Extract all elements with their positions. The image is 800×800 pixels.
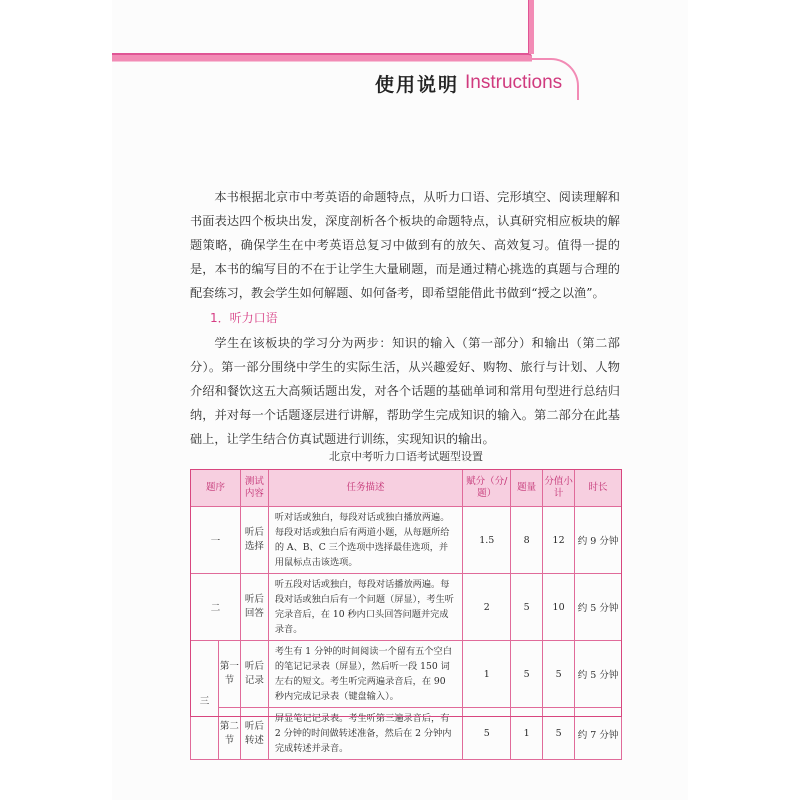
table-row bbox=[191, 507, 622, 574]
header-seq: 题序 bbox=[191, 470, 241, 507]
row-time: 约 5 分钟 bbox=[575, 574, 622, 641]
row-subtotal: 5 bbox=[543, 708, 575, 760]
row-task: 听五段对话或独白，每段对话播放两遍。每段对话或独白后有一个问题（屏显），考生听完录音后，在 10 秒内口头回答问题并完成录音。 bbox=[268, 574, 462, 641]
row-score: 1 bbox=[463, 641, 511, 708]
row-score: 1.5 bbox=[463, 507, 511, 574]
row-content: 听后选择 bbox=[240, 507, 268, 574]
page-title-english: Instructions bbox=[465, 72, 563, 93]
row-count: 8 bbox=[511, 507, 543, 574]
row-seq: 一 bbox=[191, 507, 241, 574]
section-paragraph: 学生在该板块的学习分为两步：知识的输入（第一部分）和输出（第二部分）。第一部分围绕中学生的实际生活，从兴趣爱好、购物、旅行与计划、人物介绍和餐饮这五大高频话题出发，对各个话题的基础单词和常用句型进行总结归纳，并对每一个话题逐层进行讲解，帮助学生完成知识的输入。第二部分在此基础上，让学生结合仿真试题进行训练，实现知识的输出。 bbox=[190, 336, 620, 446]
row-part: 第一节 bbox=[218, 641, 240, 708]
exam-table bbox=[190, 469, 622, 760]
row-seq: 三 bbox=[191, 641, 219, 760]
table-caption: 北京中考听力口语考试题型设置 bbox=[329, 450, 483, 463]
header-content: 测试内容 bbox=[240, 470, 268, 507]
table-header-row bbox=[191, 470, 622, 507]
header-score: 赋分（分/题） bbox=[463, 470, 511, 507]
header-subtotal: 分值小计 bbox=[543, 470, 575, 507]
section-heading: 1．听力口语 bbox=[210, 311, 278, 325]
table-row bbox=[191, 574, 622, 641]
table-row bbox=[191, 708, 622, 760]
row-time: 约 9 分钟 bbox=[575, 507, 622, 574]
row-part: 第二节 bbox=[218, 708, 240, 760]
row-score: 2 bbox=[463, 574, 511, 641]
row-content: 听后回答 bbox=[240, 574, 268, 641]
row-subtotal: 10 bbox=[543, 574, 575, 641]
header-time: 时长 bbox=[575, 470, 622, 507]
header-count: 题量 bbox=[511, 470, 543, 507]
row-time: 约 7 分钟 bbox=[575, 708, 622, 760]
row-subtotal: 12 bbox=[543, 507, 575, 574]
row-count: 5 bbox=[511, 641, 543, 708]
row-score: 5 bbox=[463, 708, 511, 760]
intro-paragraph: 本书根据北京市中考英语的命题特点，从听力口语、完形填空、阅读理解和书面表达四个板块出发，深度剖析各个板块的命题特点，认真研究相应板块的解题策略，确保学生在中考英语总复习中做到有的放矢、高效复习。值得一提的是，本书的编写目的不在于让学生大量刷题，而是通过精心挑选的真题与合理的配套练习，教会学生如何解题、如何备考，即希望能借此书做到“授之以渔”。 bbox=[190, 190, 620, 300]
page-title bbox=[375, 70, 562, 96]
header-task: 任务描述 bbox=[268, 470, 462, 507]
row-seq: 二 bbox=[191, 574, 241, 641]
header-rule-vertical bbox=[528, 0, 534, 54]
page-title-chinese: 使用说明 bbox=[375, 73, 460, 96]
row-content: 听后记录 bbox=[240, 641, 268, 708]
body-text bbox=[190, 185, 620, 451]
row-subtotal: 5 bbox=[543, 641, 575, 708]
row-task: 屏显笔记记录表。考生听第三遍录音后，有 2 分钟的时间做转述准备，然后在 2 分钟内完成转述并录音。 bbox=[268, 708, 462, 760]
row-content: 听后转述 bbox=[240, 708, 268, 760]
row-task: 听对话或独白，每段对话或独白播放两遍。每段对话或独白后有两道小题，从每题所给的 A、B、C 三个选项中选择最佳选项，并用鼠标点击该选项。 bbox=[268, 507, 462, 574]
row-time: 约 5 分钟 bbox=[575, 641, 622, 708]
row-task: 考生有 1 分钟的时间阅读一个留有五个空白的笔记记录表（屏显），然后听一段 150 词左右的短文。考生听完两遍录音后，在 90 秒内完成记录表（键盘输入）。 bbox=[268, 641, 462, 708]
table-row bbox=[191, 641, 622, 708]
row-count: 1 bbox=[511, 708, 543, 760]
row-count: 5 bbox=[511, 574, 543, 641]
